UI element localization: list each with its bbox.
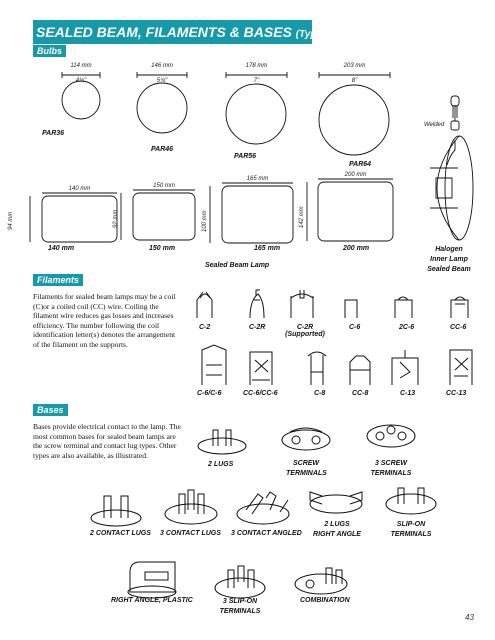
par46-rect-width: 150 mm (153, 183, 175, 189)
par46-diameter-mm: 146 mm (151, 63, 173, 69)
par36-bottom-label: 140 mm (48, 245, 75, 252)
filament-supported-note: (Supported) (285, 331, 325, 338)
section-filaments: Filaments (33, 274, 83, 286)
filament-c-6-c-6: C-6/C-6 (197, 390, 222, 397)
base-3-slip-on-terminals (217, 597, 263, 617)
filament-c-2r: C-2R (249, 324, 266, 331)
par56-rect-width: 165 mm (246, 176, 269, 182)
par64-bottom-label: 200 mm (343, 245, 370, 252)
filament-cc-6-cc-6: CC-6/CC-6 (243, 390, 278, 397)
title-main: SEALED BEAM, FILAMENTS & BASES (36, 24, 292, 40)
bases-text: Bases provide electrical contact to the lamp. The most common bases for sealed beam lamps are the screw terminal and contact lug types. Other types are also available, as illustrated. (33, 422, 181, 460)
par36-diameter-mm: 114 mm (70, 63, 92, 69)
welded-label: Welded (424, 122, 445, 128)
par64-diameter-in: 8" (351, 78, 358, 84)
par56-rect-height: 100 mm (202, 210, 208, 232)
halogen-line-2: Inner Lamp (430, 256, 468, 263)
par64-label: PAR64 (349, 161, 372, 168)
page-number: 43 (465, 613, 474, 622)
filament-cc-8: CC-8 (352, 390, 369, 397)
par46-diameter-in: 5¾" (156, 78, 168, 84)
base-combination: COMBINATION (300, 597, 350, 604)
base-3-contact-angled: 3 CONTACT ANGLED (231, 530, 302, 537)
base-screw-line-2: TERMINALS (286, 470, 327, 477)
base-3-contact-lugs: 3 CONTACT LUGS (160, 530, 221, 537)
par36-diameter-in: 4½" (75, 78, 87, 84)
halogen-line-3: Sealed Beam (427, 266, 471, 273)
section-bulbs: Bulbs (33, 45, 66, 57)
par56-diameter-in: 7" (253, 78, 260, 84)
filament-c-6: C-6 (349, 324, 361, 331)
filament-2c-6: 2C-6 (399, 324, 415, 331)
base-screw-line-1: SCREW (292, 460, 320, 467)
filament-c-13: C-13 (400, 390, 416, 397)
base-3-screw-terminals (368, 459, 414, 479)
halogen-line-1: Halogen (435, 246, 463, 253)
base-slip-on-terminals (388, 520, 434, 540)
par46-label: PAR46 (151, 146, 174, 153)
base-2-lugs: 2 LUGS (208, 461, 234, 468)
par56-label: PAR56 (234, 153, 257, 160)
title-sub: (Typical) (295, 29, 337, 40)
base-right-angle-plastic: RIGHT ANGLE, PLASTIC (111, 597, 193, 604)
base-slip-on-line-1: SLIP-ON (396, 521, 426, 528)
par56-diameter-mm: 178 mm (245, 63, 268, 69)
base-3-slip-on-line-2: TERMINALS (219, 608, 261, 615)
filament-c-8: C-8 (314, 390, 326, 397)
base-screw-terminals (286, 459, 326, 479)
base-2-contact-lugs: 2 CONTACT LUGS (90, 530, 151, 537)
base-3-slip-on-line-1: 3 SLIP-ON (222, 598, 258, 605)
par46-rect-height: 92 mm (113, 209, 119, 228)
par56-bottom-label: 165 mm (254, 245, 281, 252)
par36-rect-width: 140 mm (68, 186, 91, 192)
filament-cc-13: CC-13 (446, 390, 467, 397)
filament-cc-6: CC-6 (450, 324, 467, 331)
par36-rect-height: 94 mm (8, 211, 14, 230)
filament-c-2r-label: C-2R (296, 324, 314, 331)
base-slip-on-line-2: TERMINALS (390, 531, 432, 538)
section-bases: Bases (33, 404, 68, 416)
base-3-screw-line-1: 3 SCREW (375, 460, 407, 467)
filament-c-2: C-2 (199, 324, 211, 331)
sealed-beam-lamp-label: Sealed Beam Lamp (205, 262, 270, 269)
par64-rect-width: 200 mm (344, 172, 367, 178)
base-2-lugs-ra-line-1: 2 LUGS (324, 521, 350, 528)
base-2-lugs-right-angle (312, 520, 362, 540)
filaments-text: Filaments for sealed beam lamps may be a coil (C)or a coiled coil (CC) wire. Coiling the filament wire reduces gas losses and increases efficiency. The number following the coil identification letter(s) denotes the arrangement of the filament on the supports. (33, 292, 176, 349)
base-2-lugs-ra-line-2: RIGHT ANGLE (313, 531, 361, 538)
par64-diameter-mm: 203 mm (343, 63, 366, 69)
base-3-screw-line-2: TERMINALS (370, 470, 412, 477)
par46-bottom-label: 150 mm (149, 245, 176, 252)
par36-label: PAR36 (42, 130, 65, 137)
par64-rect-height: 142 mm (299, 206, 305, 228)
